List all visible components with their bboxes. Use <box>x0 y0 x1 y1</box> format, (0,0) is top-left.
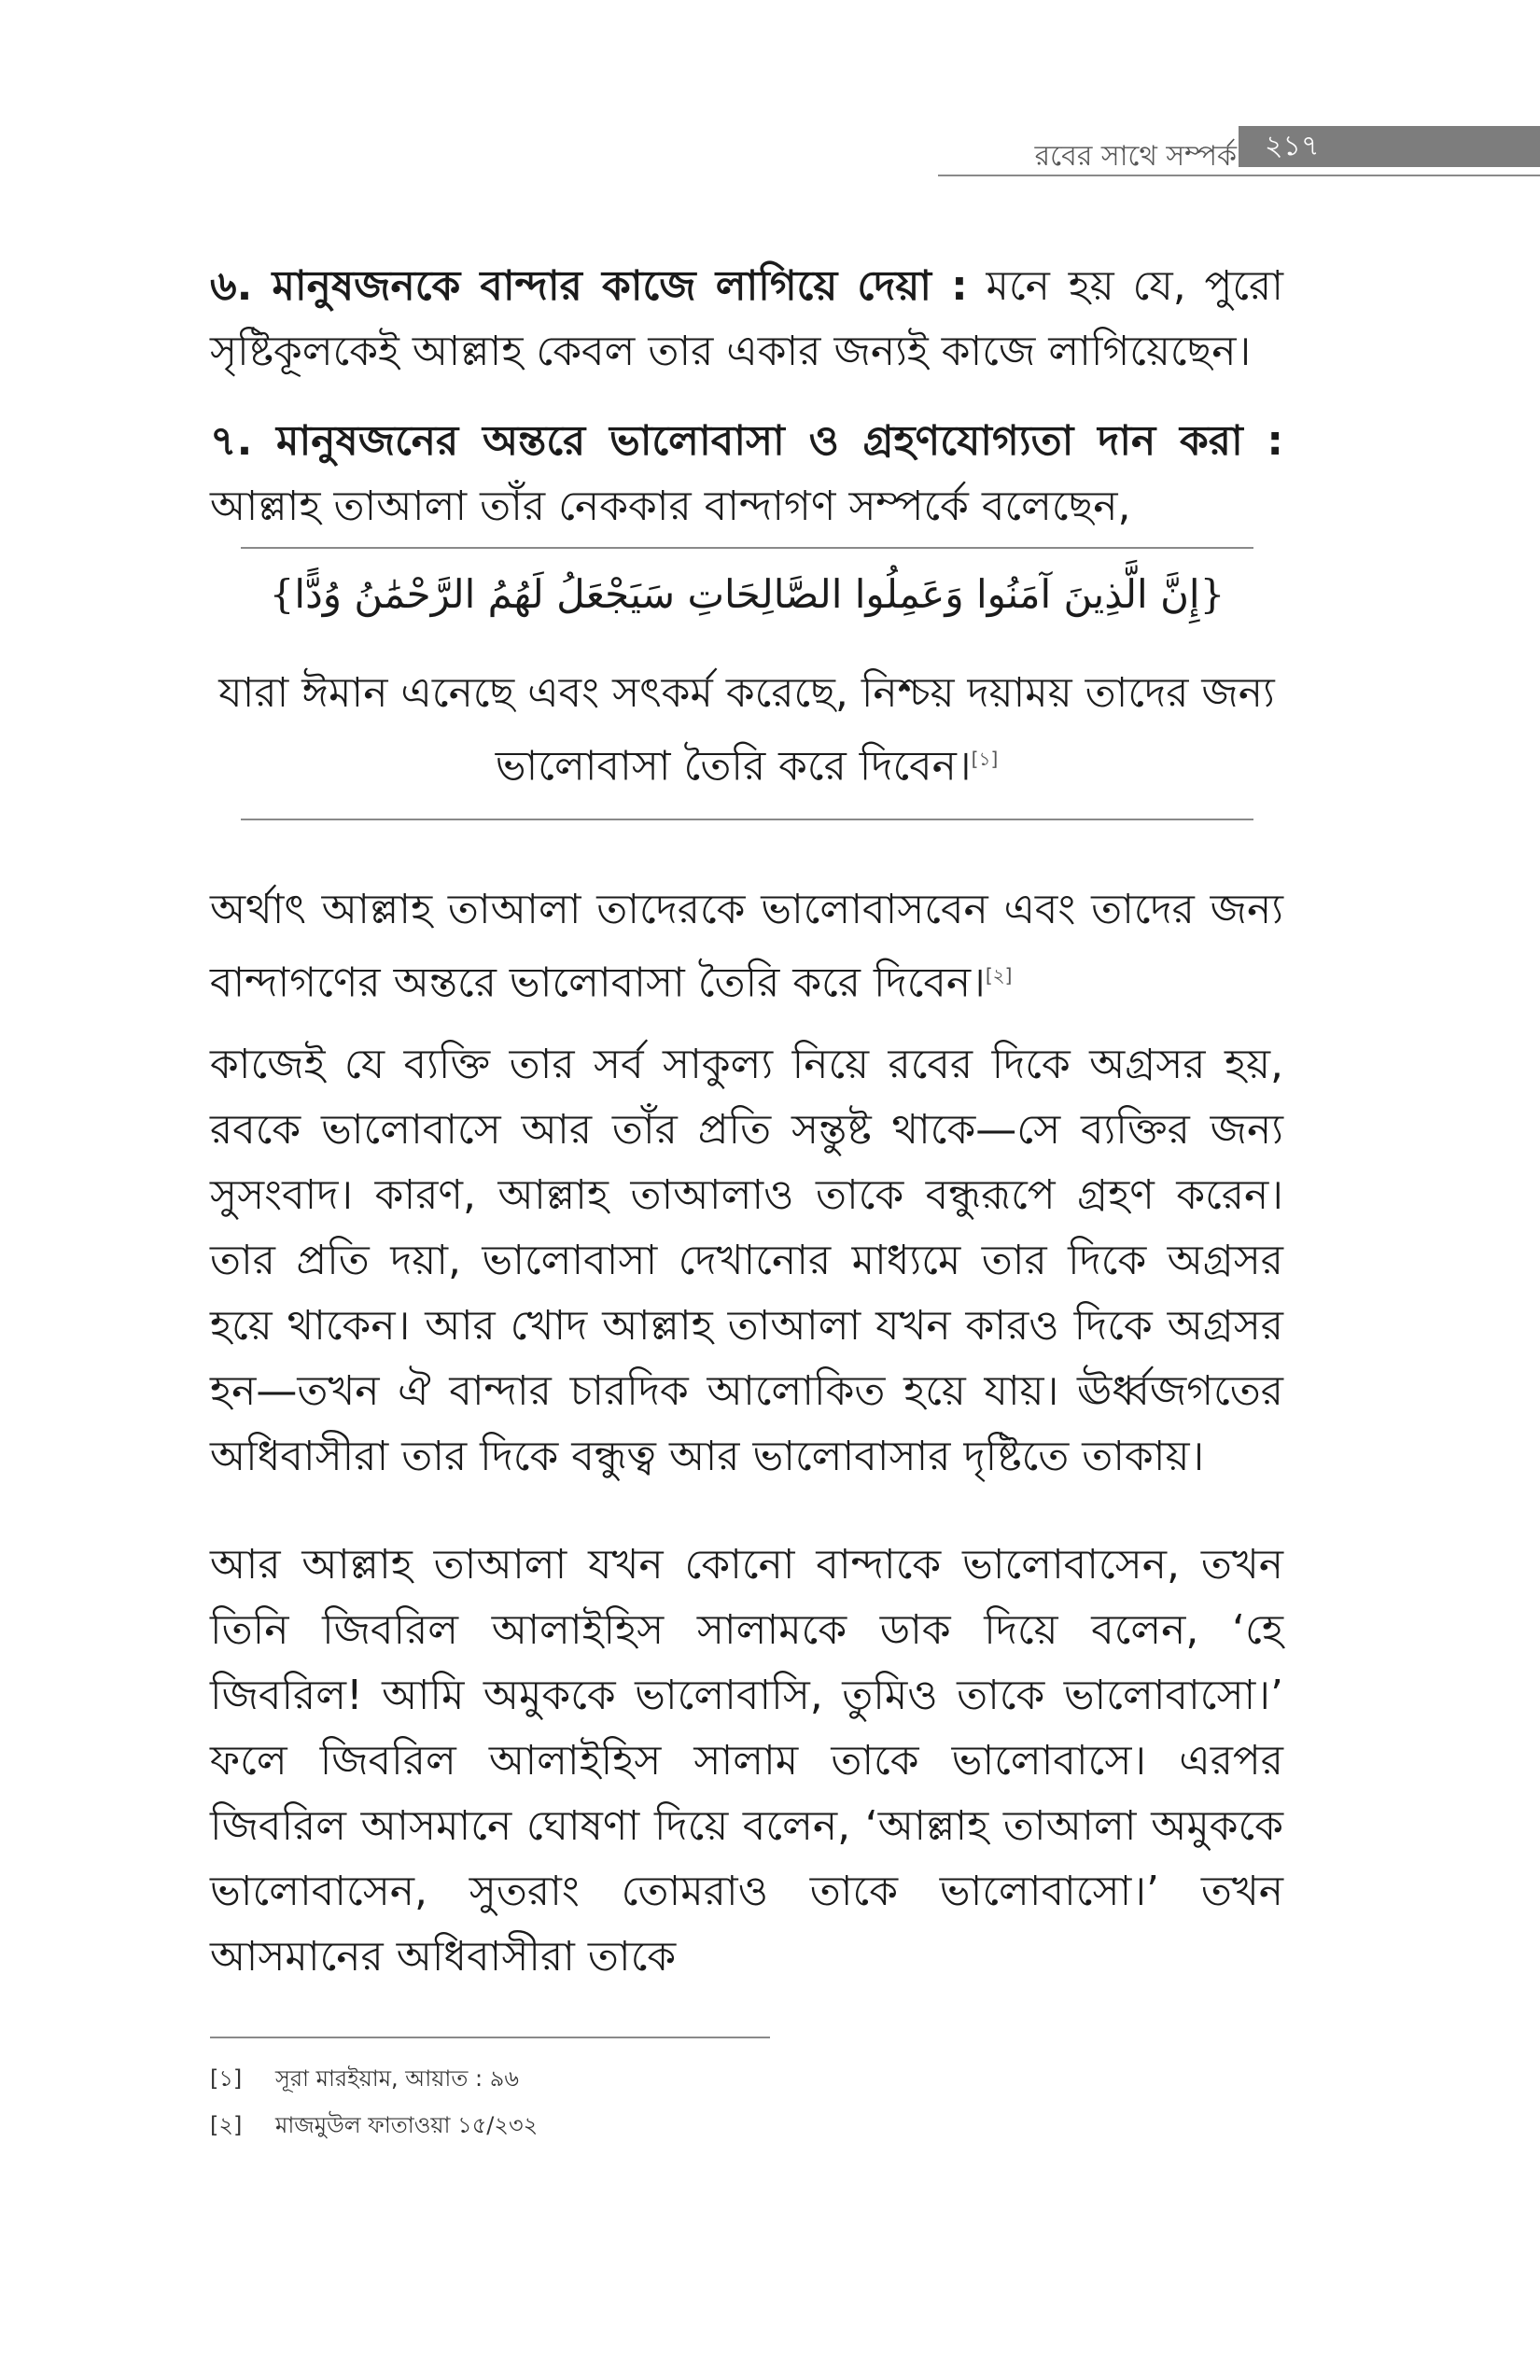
header-title: রবের সাথে সম্পর্ক <box>1034 140 1237 173</box>
footnote-2-mark: [২] <box>210 2112 243 2138</box>
quote-top-divider <box>241 547 1253 549</box>
paragraph-2: কাজেই যে ব্যক্তি তার সর্ব সাকুল্য নিয়ে রবের দিকে অগ্রসর হয়, রবকে ভালোবাসে আর তাঁর প্রতি সন্তুষ্ট থাকে—সে ব্যক্তির জন্য সুসংবাদ। কারণ, আল্লাহ তাআলাও তাকে বন্ধুরূপে গ্রহণ করেন। তার প্রতি দয়া, ভালোবাসা দেখানোর মাধ্যমে তার দিকে অগ্রসর হয়ে থাকেন। আর খোদ আল্লাহ তাআলা যখন কারও দিকে অগ্রসর হন—তখন ঐ বান্দার চারদিক আলোকিত হয়ে যায়। ঊর্ধ্বজগতের অধিবাসীরা তার দিকে বন্ধুত্ব আর ভালোবাসার দৃষ্টিতে তাকায়। <box>210 1041 1283 1480</box>
footnote-2 <box>210 2102 538 2149</box>
section-item7 <box>210 409 1283 539</box>
item6-heading: ৬. মানুষজনকে বান্দার কাজে লাগিয়ে দেয়া : <box>210 262 968 310</box>
page-number: ২১৭ <box>1239 126 1540 167</box>
item7-text: আল্লাহ তাআলা তাঁর নেককার বান্দাগণ সম্পর্কে বলেছেন, <box>210 483 1131 530</box>
footnote-ref-1[interactable]: [১] <box>971 748 999 770</box>
footnote-1-mark: [১] <box>210 2065 243 2092</box>
item7-paragraph <box>210 409 1283 539</box>
item6-paragraph <box>210 254 1283 385</box>
footnote-divider <box>210 2037 770 2038</box>
footnote-1-text: সূরা মারইয়াম, আয়াত : ৯৬ <box>275 2065 519 2092</box>
paragraph-3: আর আল্লাহ তাআলা যখন কোনো বান্দাকে ভালোবাসেন, তখন তিনি জিবরিল আলাইহিস সালামকে ডাক দিয়ে বলেন, ‘হে জিবরিল! আমি অমুককে ভালোবাসি, তুমিও তাকে ভালোবাসো।’ ফলে জিবরিল আলাইহিস সালাম তাকে ভালোবাসে। এরপর জিবরিল আসমানে ঘোষণা দিয়ে বলেন, ‘আল্লাহ তাআলা অমুককে ভালোবাসেন, সুতরাং তোমরাও তাকে ভালোবাসো।’ তখন আসমানের অধিবাসীরা তাকে <box>210 1541 1283 1981</box>
item6-text: মনে হয় যে, পুরো সৃষ্টিকূলকেই আল্লাহ কেবল তার একার জন্যই কাজে লাগিয়েছেন। <box>210 262 1283 375</box>
arabic-verse: {إِنَّ الَّذِينَ آمَنُوا وَعَمِلُوا الصَّالِحَاتِ سَيَجْعَلُ لَهُمُ الرَّحْمَٰنُ وُدًّا} <box>269 571 1225 617</box>
footnotes <box>210 2055 538 2149</box>
quote-bottom-divider <box>241 819 1253 820</box>
translation-text: যারা ঈমান এনেছে এবং সৎকর্ম করেছে, নিশ্চয় দয়াময় তাদের জন্য ভালোবাসা তৈরি করে দিবেন। <box>218 669 1275 791</box>
header-divider <box>938 175 1540 176</box>
section-item6 <box>210 254 1283 385</box>
paragraph-1-text: অর্থাৎ আল্লাহ তাআলা তাদেরকে ভালোবাসবেন এবং তাদের জন্য বান্দাগণের অন্তরে ভালোবাসা তৈরি করে দিবেন। <box>210 886 1283 1007</box>
footnote-1 <box>210 2055 538 2102</box>
item7-heading: ৭. মানুষজনের অন্তরে ভালোবাসা ও গ্রহণযোগ্যতা দান করা : <box>210 417 1283 465</box>
body-paragraph-1 <box>210 877 1283 1016</box>
body-paragraph-3 <box>210 1533 1283 1990</box>
body-paragraph-2 <box>210 1032 1283 1490</box>
footnote-2-text: মাজমুউল ফাতাওয়া ১৫/২৩২ <box>275 2112 539 2138</box>
paragraph-1 <box>210 877 1283 1016</box>
running-header <box>938 126 1540 177</box>
footnote-ref-2[interactable]: [২] <box>985 964 1013 987</box>
verse-translation <box>210 661 1283 800</box>
